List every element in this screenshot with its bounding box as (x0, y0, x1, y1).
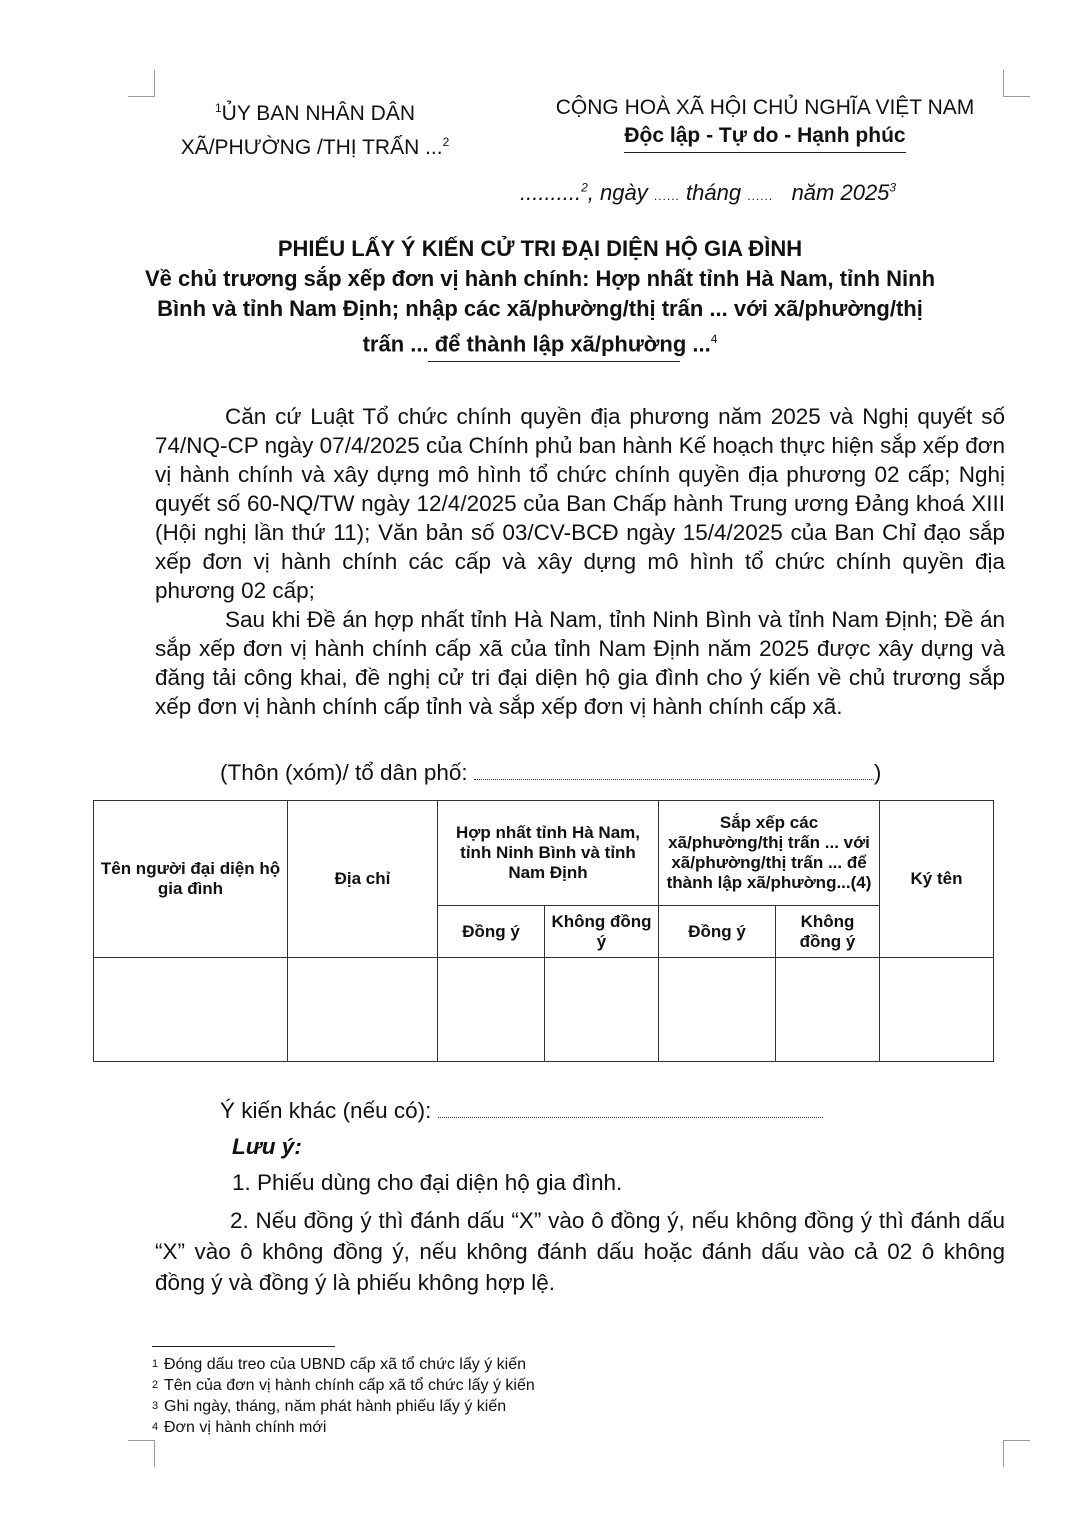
cell-disagree-province[interactable] (545, 958, 659, 1062)
national-motto (525, 94, 1005, 153)
note-item-2: 2. Nếu đồng ý thì đánh dấu “X” vào ô đồng ý, nếu không đồng ý thì đánh dấu “X” vào ô không đồng ý, nếu không đánh dấu hoặc đánh dấu vào cả 02 ô không đồng ý và đồng ý là phiếu không hợp lệ. (155, 1208, 1005, 1295)
opinion-table (93, 800, 994, 1062)
cell-signature[interactable] (880, 958, 994, 1062)
note-item-1: 1. Phiếu dùng cho đại diện hộ gia đình. (232, 1170, 623, 1195)
header-name: Tên người đại diện hộ gia đình (94, 801, 288, 958)
corner-mark-top-right (1003, 70, 1030, 97)
motto-line: Độc lập - Tự do - Hạnh phúc (624, 122, 905, 153)
title-underline (428, 361, 680, 362)
title-main: PHIẾU LẤY Ý KIẾN CỬ TRI ĐẠI DIỆN HỘ GIA ĐÌNH (277, 236, 803, 261)
authority-line-1: ỦY BAN NHÂN DÂN (221, 102, 415, 125)
body-text (155, 402, 1005, 721)
paragraph-legal-basis: Căn cứ Luật Tổ chức chính quyền địa phương năm 2025 và Nghị quyết số 74/NQ-CP ngày 07/4/2025 của Chính phủ ban hành Kế hoạch thực hiện sắp xếp đơn vị hành chính và xây dựng mô hình tổ chức chính quyền địa phương 02 cấp; Nghị quyết số 60-NQ/TW ngày 12/4/2025 của Ban Chấp hành Trung ương Đảng khoá XIII (Hội nghị lần thứ 11); Văn bản số 03/CV-BCĐ ngày 15/4/2025 của Ban Chỉ đạo sắp xếp đơn vị hành chính các cấp và xây dựng mô hình tổ chức chính quyền địa phương 02 cấp; (155, 404, 1006, 603)
village-line: (Thôn (xóm)/ tổ dân phố: ) (220, 760, 882, 785)
footnote-2: 2 Tên của đơn vị hành chính cấp xã tổ chức lấy ý kiến (152, 1377, 535, 1394)
footnotes (152, 1354, 535, 1438)
other-opinion-line: Ý kiến khác (nếu có): (220, 1098, 1020, 1124)
document-title: PHIẾU LẤY Ý KIẾN CỬ TRI ĐẠI DIỆN HỘ GIA ĐÌNH Về chủ trương sắp xếp đơn vị hành chính: Hợp nhất tỉnh Hà Nam, tỉnh Ninh Bình và tỉnh Nam Định; nhập các xã/phường/thị trấn ... với xã/phường/thị trấn ... để thành lập xã/phường ...$^4$ (140, 234, 940, 359)
header-address: Địa chỉ (288, 801, 438, 958)
paragraph-request: Sau khi Đề án hợp nhất tỉnh Hà Nam, tỉnh Ninh Bình và tỉnh Nam Định; Đề án sắp xếp đơn vị hành chính cấp xã của tỉnh Nam Định năm 2025 được xây dựng và đăng tải công khai, đề nghị cử tri đại diện hộ gia đình cho ý kiến về chủ trương sắp xếp đơn vị hành chính cấp tỉnh và sắp xếp đơn vị hành chính cấp xã. (155, 607, 1005, 719)
header-agree-commune: Đồng ý (659, 906, 776, 958)
header-merge-province: Hợp nhất tỉnh Hà Nam, tỉnh Ninh Bình và tỉnh Nam Định (438, 801, 659, 906)
header-disagree-commune: Không đồng ý (776, 906, 880, 958)
header-disagree-province: Không đồng ý (545, 906, 659, 958)
corner-mark-top-left (128, 70, 155, 97)
corner-mark-bottom-left (128, 1440, 155, 1467)
title-subject: Về chủ trương sắp xếp đơn vị hành chính: Hợp nhất tỉnh Hà Nam, tỉnh Ninh Bình và tỉnh Nam Định; nhập các xã/phường/thị trấn ... với xã/phường/thị trấn ... để thành lập xã/phường ... (144, 266, 936, 357)
issuing-authority: $^1$ỦY BAN NHÂN DÂN XÃ/PHƯỜNG /THỊ TRẤN ...$^2$ (180, 101, 450, 159)
footnote-3: 3 Ghi ngày, tháng, năm phát hành phiếu lấy ý kiến (152, 1398, 507, 1415)
cell-agree-province[interactable] (438, 958, 545, 1062)
footnote-separator (152, 1346, 335, 1347)
cell-address[interactable] (288, 958, 438, 1062)
header-merge-commune: Sắp xếp các xã/phường/thị trấn ... với xã/phường/thị trấn ... để thành lập xã/phường...(4) (659, 801, 880, 906)
cell-disagree-commune[interactable] (776, 958, 880, 1062)
village-blank[interactable] (474, 779, 874, 780)
other-opinion-blank[interactable] (438, 1117, 823, 1118)
cell-agree-commune[interactable] (659, 958, 776, 1062)
footnote-1: 1 Đóng dấu treo của UBND cấp xã tổ chức lấy ý kiến (152, 1356, 526, 1373)
header-signature: Ký tên (880, 801, 994, 958)
date-line: ..........$^2$, ngày ...... tháng ...... năm 2025$^3$ (520, 180, 897, 205)
authority-line-2: XÃ/PHƯỜNG /THỊ TRẤN ... (180, 136, 443, 159)
country-name: CỘNG HOÀ XÃ HỘI CHỦ NGHĨA VIỆT NAM (555, 96, 975, 119)
footnote-4: 4 Đơn vị hành chính mới (152, 1419, 327, 1436)
notes-heading: Lưu ý: (232, 1134, 302, 1159)
table-row (94, 958, 994, 1062)
header-agree-province: Đồng ý (438, 906, 545, 958)
corner-mark-bottom-right (1003, 1440, 1030, 1467)
cell-name[interactable] (94, 958, 288, 1062)
